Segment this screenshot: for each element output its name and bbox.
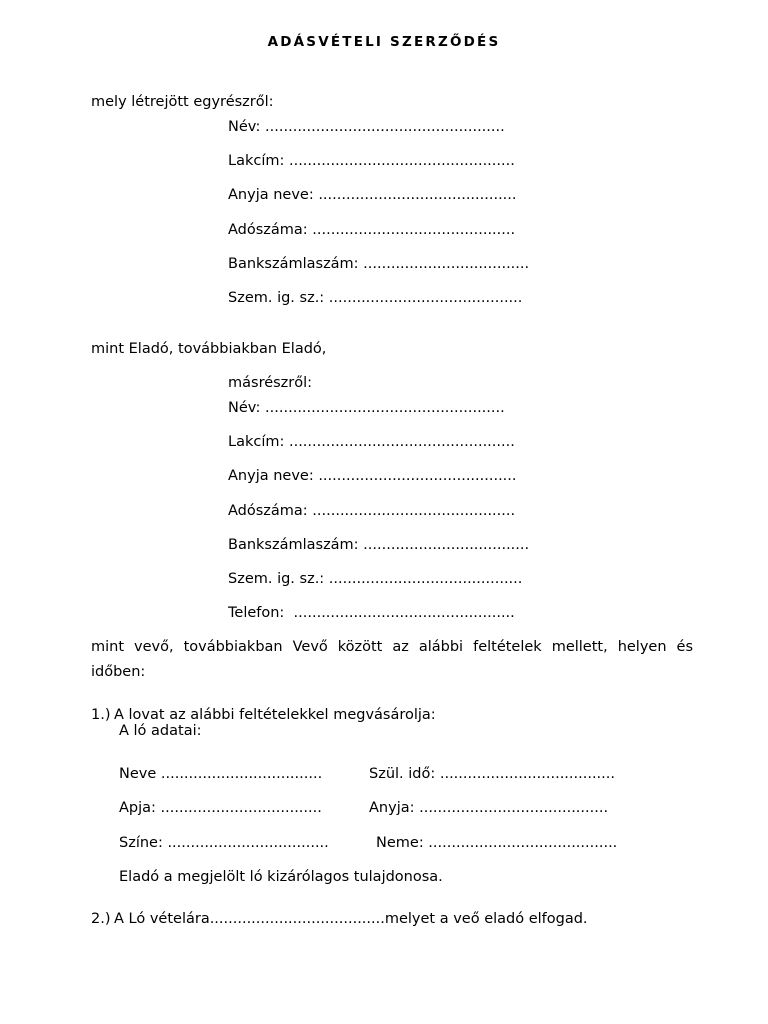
clause2-text: A Ló vételára......................................melyet a veő eladó elfogad.	[114, 911, 588, 927]
buyer-role-text-line2: időben:	[91, 664, 146, 680]
buyer-phone-field: Telefon: ................................................	[228, 605, 515, 621]
buyer-bank-account-field: Bankszámlaszám: ....................................	[228, 537, 530, 553]
seller-mother-name-field: Anyja neve: ...........................................	[228, 187, 517, 203]
buyer-mother-name-field: Anyja neve: ...........................................	[228, 468, 517, 484]
seller-tax-number-field: Adószáma: ............................................	[228, 222, 516, 238]
seller-role-text: mint Eladó, továbbiakban Eladó,	[91, 341, 327, 357]
horse-name-field: Neve ...................................	[119, 766, 323, 782]
clause2-number: 2.)	[91, 911, 111, 927]
buyer-role-text-line1: mint vevő, továbbiakban Vevő között az alábbi feltételek mellett, helyen és	[91, 639, 693, 655]
seller-id-card-field: Szem. ig. sz.: ..........................................	[228, 290, 523, 306]
seller-bank-account-field: Bankszámlaszám: ....................................	[228, 256, 530, 272]
buyer-address-field: Lakcím: .................................................	[228, 434, 515, 450]
buyer-id-card-field: Szem. ig. sz.: ..........................................	[228, 571, 523, 587]
horse-father-field: Apja: ...................................	[119, 800, 322, 816]
clause1-number: 1.)	[91, 707, 111, 723]
horse-birth-date-field: Szül. idő: ......................................	[369, 766, 615, 782]
other-party-label: másrészről:	[228, 375, 313, 391]
clause1-text: A lovat az alábbi feltételekkel megvásárolja:	[114, 707, 436, 723]
seller-address-field: Lakcím: .................................................	[228, 153, 515, 169]
intro-text: mely létrejött egyrészről:	[91, 94, 274, 110]
horse-mother-field: Anyja: .........................................	[369, 800, 609, 816]
horse-color-field: Színe: ...................................	[119, 835, 329, 851]
horse-sex-field: Neme: .........................................	[376, 835, 618, 851]
ownership-statement: Eladó a megjelölt ló kizárólagos tulajdonosa.	[119, 869, 443, 885]
seller-name-field: Név: ....................................................	[228, 119, 505, 135]
clause1-horse-data-label: A ló adatai:	[119, 723, 202, 739]
contract-title: ADÁSVÉTELI SZERZŐDÉS	[267, 34, 501, 50]
buyer-name-field: Név: ....................................................	[228, 400, 505, 416]
buyer-tax-number-field: Adószáma: ............................................	[228, 503, 516, 519]
